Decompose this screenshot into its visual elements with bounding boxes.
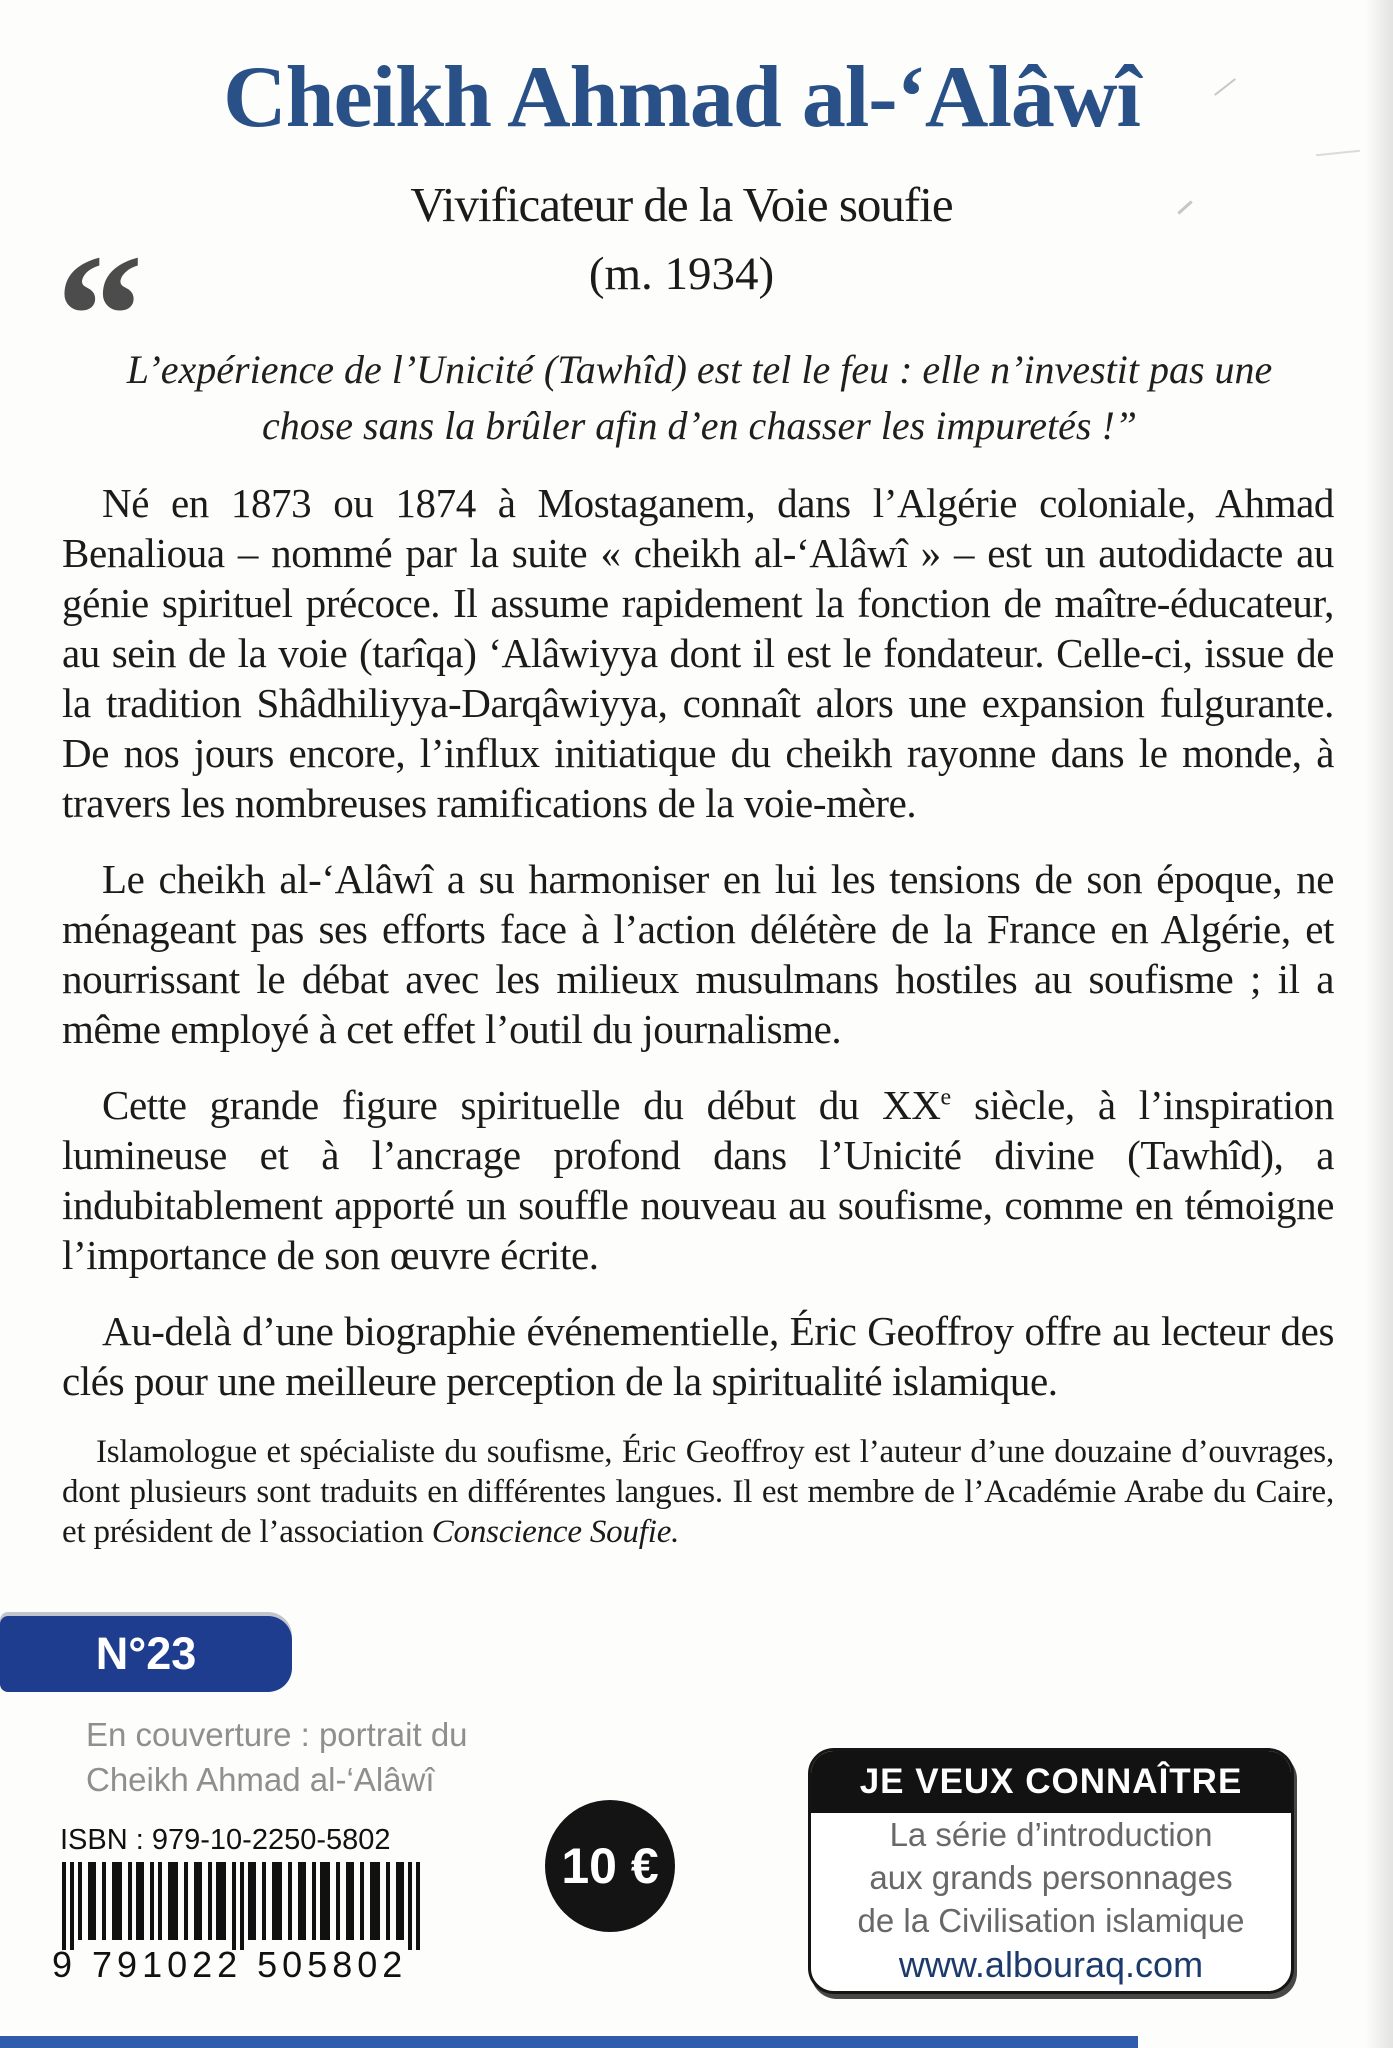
bottom-blue-bar (0, 2036, 1138, 2048)
author-bio-association: Conscience Soufie. (431, 1514, 680, 1550)
cover-note-line1: En couverture : portrait du (86, 1716, 468, 1753)
cover-note-line2: Cheikh Ahmad al-‘Alâwî (86, 1761, 435, 1798)
barcode-digits: 9 791022 505802 (52, 1944, 408, 1985)
series-info-line1: La série d’introduction (889, 1816, 1213, 1853)
paragraph-3 (62, 1080, 1334, 1280)
paragraph-3-superscript: e (940, 1084, 951, 1111)
paragraph-3-pre: Cette grande figure spirituelle du début du XX (102, 1082, 941, 1128)
paragraph-3-post: siècle, à l’inspiration lumineuse et à l’ancrage profond dans l’Unicité divine (Tawhîd), a indubitablement apporté un souffle nouveau au soufisme, comme en témoigne l’importance de son œuvre écrite. (62, 1082, 1334, 1278)
paragraph-1: Né en 1873 ou 1874 à Mostaganem, dans l’Algérie coloniale, Ahmad Benalioua – nommé par la suite « cheikh al-‘Alâwî » – est un autodidacte au génie spirituel précoce. Il assume rapidement la fonction de maître-éducateur, au sein de la voie (tarîqa) ‘Alâwiyya dont il est le fondateur. Celle-ci, issue de la tradition Shâdhiliyya-Darqâwiyya, connaît alors une expansion fulgurante. De nos jours encore, l’influx initiatique du cheikh rayonne dans le monde, à travers les nombreuses ramifications de la voie-mère. (62, 480, 1334, 826)
series-info-line3: de la Civilisation islamique (857, 1902, 1245, 1939)
page-edge-shadow (1365, 0, 1393, 2048)
publisher-url: www.albouraq.com (898, 1944, 1204, 1985)
isbn-label: ISBN : 979-10-2250-5802 (60, 1824, 391, 1856)
author-bio-text: Islamologue et spécialiste du soufisme, Éric Geoffroy est l’auteur d’une douzaine d’ouvrages, dont plusieurs sont traduits en différentes langues. Il est membre de l’Académie Arabe du Caire, et président de l’association (62, 1434, 1334, 1550)
series-info-box (808, 1748, 1294, 1994)
paragraph-4: Au-delà d’une biographie événementielle, Éric Geoffroy offre au lecteur des clés pour une meilleure perception de la spiritualité islamique. (62, 1308, 1334, 1404)
barcode-bars (62, 1862, 420, 1950)
page-title: Cheikh Ahmad al-‘Alâwî (223, 49, 1140, 146)
series-info-line2: aux grands personnages (869, 1859, 1233, 1896)
body-text (62, 478, 1334, 1578)
series-number-badge: N°23 (0, 1616, 292, 1692)
quote-mark-icon: “ (56, 218, 144, 412)
series-info-header: JE VEUX CONNAÎTRE (811, 1751, 1291, 1813)
paragraph-2: Le cheikh al-‘Alâwî a su harmoniser en lui les tensions de son époque, ne ménageant pas ses efforts face à l’action délétère de la France en Algérie, et nourrissant le débat avec les milieux musulmans hostiles au soufisme ; il a même employé à cet effet l’outil du journalisme. (62, 856, 1334, 1052)
pencil-mark (1316, 150, 1360, 157)
death-date: (m. 1934) (588, 248, 775, 300)
author-bio (62, 1432, 1334, 1552)
page-subtitle: Vivificateur de la Voie soufie (410, 177, 953, 232)
price-label: 10 € (561, 1838, 659, 1894)
price-sticker (545, 1800, 675, 1932)
epigraph-quote: L’expérience de l’Unicité (Tawhîd) est tel le feu : elle n’investit pas une chose sans la brûler afin d’en chasser les impuretés !” (126, 347, 1273, 448)
cover-note (86, 1712, 646, 1802)
